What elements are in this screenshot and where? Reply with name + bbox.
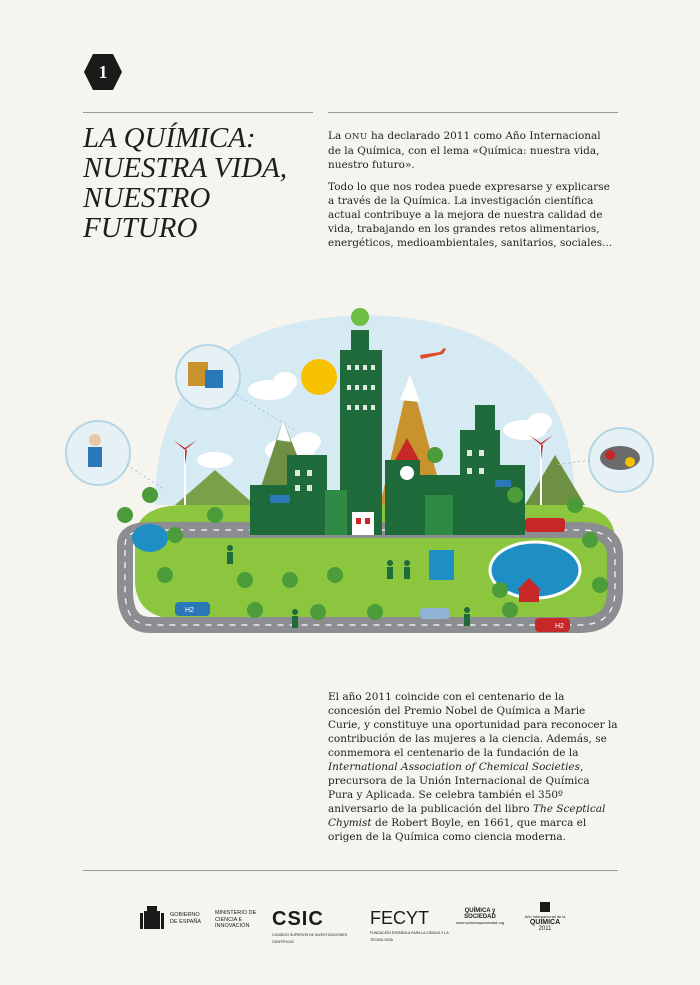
page-title (83, 123, 323, 243)
section-number: 1 (98, 62, 108, 82)
body-text-3: de Robert Boyle, en 1661, que marca el origen de la Química como ciencia moderna. (328, 817, 587, 843)
csic-text: CSIC (272, 908, 324, 930)
fecyt-logo (370, 908, 429, 929)
sponsor-logos (140, 900, 570, 945)
aiq-year: 2011 (538, 926, 552, 932)
gobierno-text: GOBIERNO DE ESPAÑA (170, 912, 202, 925)
title-line-3: NUESTRO FUTURO (83, 182, 211, 244)
ministerio-text: MINISTERIO DE CIENCIA E INNOVACIÓN (215, 910, 257, 929)
fecyt-subtitle: FUNDACIÓN ESPAÑOLA PARA LA CIENCIA Y LA TECNOLOGÍA (370, 931, 449, 942)
eco-city-illustration (55, 290, 675, 660)
intro-paragraph-1 (328, 129, 613, 172)
intro-p1-end: ha declarado 2011 como Año Internacional de la Química, con el lema «Química: nuestra vida, nuestro futuro». (328, 130, 601, 171)
spain-coat-of-arms-icon (140, 905, 164, 933)
car-h2-label: H2 (185, 607, 194, 614)
aiq-top: Año Internacional de la (524, 914, 566, 919)
title-line-2: NUESTRA VIDA, (83, 152, 288, 184)
title-line-1: LA QUÍMICA: (83, 122, 256, 154)
intro-text (328, 129, 613, 258)
city-illustration (55, 290, 675, 660)
fecyt-text: FECYT (370, 908, 430, 928)
section-number-badge (83, 52, 123, 92)
bus-icon (525, 518, 565, 532)
truck-h2-label: H2 (555, 623, 564, 630)
csic-logo (272, 908, 324, 931)
body-text-2: , precursora de la Unión Internacional de Química Pura y Aplicada. Se celebra también el 350º aniversario de la publicación del libro (328, 761, 590, 815)
qys-text: QUÍMICA y SOCIEDAD (464, 908, 496, 920)
body-text (328, 690, 618, 844)
fountain-icon (132, 524, 168, 552)
qys-url: www.quimicaysociedad.org (455, 920, 505, 925)
clock-icon (400, 466, 414, 480)
sun-icon (301, 359, 337, 395)
gobierno-logo (140, 905, 164, 938)
aiq-square-icon (540, 902, 550, 912)
bottom-rule (83, 870, 618, 871)
intro-p1-start: La (328, 130, 345, 142)
aiq-logo (520, 902, 570, 932)
body-italic-boyle: The Sceptical Chymist (328, 803, 606, 829)
top-rule-right (328, 112, 618, 113)
aiq-title: QUÍMICA (529, 919, 561, 926)
qys-logo (455, 908, 505, 925)
csic-subtitle: CONSEJO SUPERIOR DE INVESTIGACIONES CIENTÍFICAS (272, 933, 348, 944)
top-rule-left (83, 112, 313, 113)
small-car-icon (420, 608, 450, 619)
body-italic-iacs: International Association of Chemical Societies (328, 761, 581, 773)
body-text-1: El año 2011 coincide con el centenario de la concesión del Premio Nobel de Química a Marie Curie, y constituye una oportunidad para reconocer la contribución de las mujeres a la ciencia. Además, se conmemora el centenario de la fundación de la (328, 691, 618, 759)
intro-paragraph-2: Todo lo que nos rodea puede expresarse y explicarse a través de la Química. La investigación científica actual contribuye a la mejora de nuestra calidad de vida, trabajando en los grandes retos alimentarios, energéticos, medioambientales, sanitarios, sociales... (328, 181, 613, 249)
intro-onu: ONU (344, 132, 368, 142)
truck-icon (535, 618, 570, 632)
